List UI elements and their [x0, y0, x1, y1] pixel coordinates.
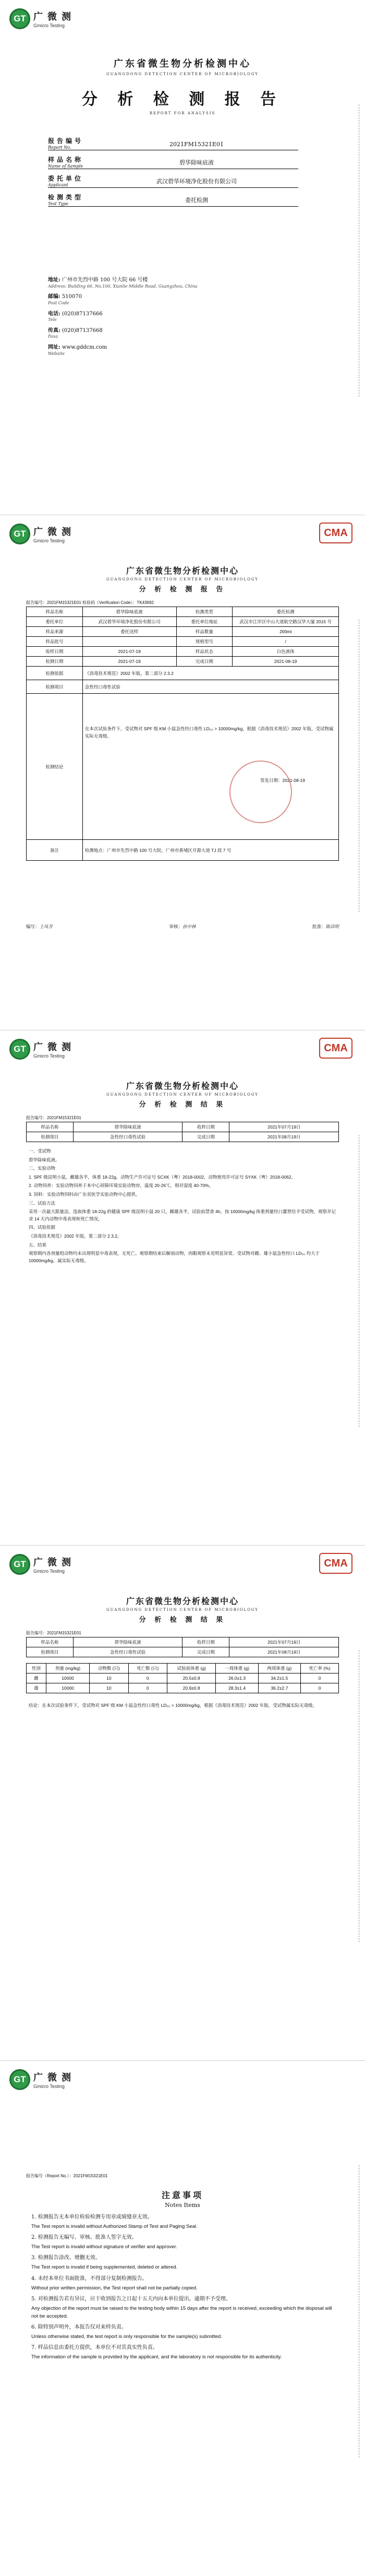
brand-logo: GT 广 微 测 Gmicro Testing [9, 524, 72, 544]
org-title: 广东省微生物分析检测中心 GUANGDONG DETECTION CENTER OF MICROBIOLOGY [106, 58, 259, 76]
report-number: 报告编号（Report No.）：2021FM15321E01 [26, 2174, 108, 2178]
notes-list: 1. 检测报告无本单位检验检测专用章或骑缝章无效。 The Test report is invalid without Authorized Stamp of Test and Paging Seal. 2. 检测报告无编写、审核、批准人签字无效。 The Test report is invalid without signature of verifier and approver. 3. 检测报告涂改、增删无效。 The Test report is invalid if being supplemented, deleted or altered. 4. 未经本单位书面批准，不得部分复制检测报告。 Without prior written permission, the Test report shall not be partially copied. 5. 对检测报告若有异议，应于收到报告之日起十五天内向本单位提出，逾期不予受理。 Any objection of the report must be raised to the testing body within 15 days after the report is received, exceeding which the disposal will not be accepted. 6. 除特别声明外，本报告仅对来样负责。 Unless otherwise stated, the test report is only responsible for the sample(s) submitted. 7. 样品信息由委托方提供，本单位不对其真实性负责。 The information of the sample is provided by the applicant, and the laboratory is not responsible for its authenticity. [31, 2214, 332, 2360]
field-sample-name: 样品名称 Name of Sample 碧华除味底液 [48, 150, 298, 169]
table-header: 性别 剂量 (mg/kg) 动物数 (只) 死亡数 (只) 试验前体重 (g) 一周体重 (g) 两周体重 (g) 死亡率 (%) [27, 1664, 339, 1673]
page-results-text [0, 1030, 365, 1546]
brand-logo: GT 广 微 测 Gmicro Testing [9, 1554, 72, 1575]
paging-seal [359, 1135, 363, 1427]
paging-seal [359, 2165, 363, 2458]
report-number: 报告编号：2021FM15321E01 [26, 1631, 81, 1635]
brand-logo [9, 8, 72, 29]
cma-mark-icon: CMA [319, 523, 352, 543]
paging-seal [359, 1650, 363, 1942]
brand-logo: GT 广 微 测 Gmicro Testing [9, 2069, 72, 2090]
cma-mark-icon: CMA [319, 1038, 352, 1059]
results-table [26, 1663, 339, 1693]
test-method: 《消毒技术规范》2002 年版，第二部分 2.3.2 [82, 667, 338, 680]
conclusion-date: 签发日期：2021-08-19 [260, 777, 305, 783]
results-body: 一、受试物 碧华除味底液。 二、实验动物 1. SPF 级昆明小鼠，雌雄各半，体重 18-22g，动物生产许可证号 SCXK（粤）2018-0002，动物使用许可证号 SYXK（粤）2018-0062。 2. 动物饲养：实验动物饲养于本中心屏障环境实验动物房，温度 20-26℃，相对湿度 40-70%。 3. 饲料：实验动物饲料由广东省医学实验动物中心提供。 三、试验方法 采用一次最大限量法。选取体重 18-22g 的健康 SPF 级昆明小鼠 20 只，雌雄各半，试验前禁食 4h，按 10000mg/kg 体重剂量经口灌胃给予受试物，观察并记录 14 天内动物中毒表现和死亡情况。 四、试验依据 《消毒技术规范》2002 年版，第二部分 2.3.2。 五、结果 观察期内各剂量组动物均未出现明显中毒表现，无死亡。观察期结束后解剖动物，肉眼观察未见明显异常。受试物对雌、雄小鼠急性经口 LD₅₀ 均大于 10000mg/kg，属实际无毒级。 [29, 1148, 336, 1263]
test-item: 急性经口毒性试验 [82, 680, 338, 694]
paging-seal [359, 620, 363, 912]
signature-row: 编写：王凤芳 审核：孙中林 批准：陈昌明 [26, 924, 339, 930]
results-conclusion: 结论：在本次试验条件下，受试物对 SPF 级 KM 小鼠急性经口毒性 LD₅₀ > 10000mg/kg，根据《消毒技术规范》2002 年版，受试物属实际无毒级。 [29, 1703, 318, 1708]
brand-en: Gmicro Testing [33, 23, 65, 28]
page-title: 广东省微生物分析检测中心 GUANGDONG DETECTION CENTER OF MICROBIOLOGY 分 析 检 测 结 果 [106, 1081, 259, 1109]
page-results-table [0, 1546, 365, 2061]
cover-fields [48, 132, 298, 207]
contact-block: 地址: 广州市先烈中路 100 号大院 66 号楼 Address: Building 66, No.100, Xianlie Middle Road, Guangzhou, China 邮编: 510070 Post Code 电话: (020)87137666 Tele 传真: (020)87137668 Faxa 网址: www.gddcm.com Website [48, 277, 198, 356]
conclusion-text: 在本次试验条件下，受试物对 SPF 级 KM 小鼠急性经口毒性 LD₅₀ > 10000mg/kg，根据《消毒技术规范》2002 年版，受试物属实际无毒级。 [84, 726, 334, 739]
website-link[interactable]: www.gddcm.com [62, 345, 107, 351]
report-number: 报告编号：2021FM15321E01 [26, 1115, 81, 1120]
brand-cn: 广 微 测 [33, 11, 72, 22]
remark: 检测地点：广州市先烈中路 100 号大院，广州市黄埔区开源大道 TJ 段 7 号 [82, 840, 338, 861]
paging-seal [359, 104, 363, 397]
gt-logo-icon: GT [9, 8, 30, 29]
table-row: 雄 10000 10 0 20.9±0.8 28.3±1.4 36.2±2.7 0 [27, 1683, 339, 1693]
report-title: 分 析 检 测 报 告 REPORT FOR ANALYSIS [81, 90, 284, 115]
page-notes [0, 2061, 365, 2576]
gt-logo-icon: GT [9, 1554, 30, 1575]
page-title: 广东省微生物分析检测中心 GUANGDONG DETECTION CENTER OF MICROBIOLOGY 分 析 检 测 结 果 [106, 1596, 259, 1624]
summary-table: 样品名称 碧华除味底液 收样日期 2021年07月19日 检测项目 急性经口毒性试验 完成日期 2021年08月19日 [26, 1637, 339, 1657]
gt-logo-icon: GT [9, 2069, 30, 2090]
gt-logo-icon: GT [9, 1039, 30, 1060]
field-test-type: 检测类型 Test Type 委托检测 [48, 188, 298, 207]
info-table: 样品名称 碧华除味底液 检测类型 委托检测 委托单位 武汉碧华环境净化股份有限公司 委托单位地址 武汉市江岸区中山大道航空路汉华大厦 2015 号 样品来源 委托送样 样品数量 200ml 样品批号 规格型号 / 收样日期 2021-07-19 样品状态 白色液体 检测日期 2021-07-19 完成日期 2021-08-19 检测依据 《消毒技术规范》2002 年版，第二部分 2.3.2 检测项目 急性经口毒性试验 检测结论 在本次试验条件下，受试物对 SPF 级 KM 小鼠急性经口毒性 LD₅₀ > 10000mg/kg，根据《消毒技术规范》2002 年版，受试物属实际无毒级。 签发日期：2021-08-19 备注 检测地点：广州市先烈中路 100 号大院，广州市黄埔区开源大道 TJ 段 7 号 [26, 607, 339, 861]
report-number: 报告编号：2021FM15321E01 检验码（Verification Code）：TK43692 [26, 600, 154, 605]
cma-mark-icon: CMA [319, 1553, 352, 1574]
field-report-no: 报告编号 Report No. 2021FM15321E01 [48, 132, 298, 150]
field-applicant: 委托单位 Applicant 武汉碧华环境净化股份有限公司 [48, 169, 298, 188]
summary-table: 样品名称 碧华除味底液 收样日期 2021年07月19日 检测项目 急性经口毒性试验 完成日期 2021年08月19日 [26, 1122, 339, 1142]
page-cover [0, 0, 365, 515]
page-report [0, 515, 365, 1030]
notes-title: 注意事项 Notes Items [161, 2190, 203, 2209]
table-row: 雌 10000 10 0 20.5±0.8 26.0±1.3 34.2±1.5 0 [27, 1673, 339, 1683]
brand-logo: GT 广 微 测 Gmicro Testing [9, 1039, 72, 1060]
page-title: 广东省微生物分析检测中心 GUANGDONG DETECTION CENTER OF MICROBIOLOGY 分 析 检 测 报 告 [106, 566, 259, 593]
gt-logo-icon: GT [9, 524, 30, 544]
official-seal-icon [229, 761, 292, 823]
